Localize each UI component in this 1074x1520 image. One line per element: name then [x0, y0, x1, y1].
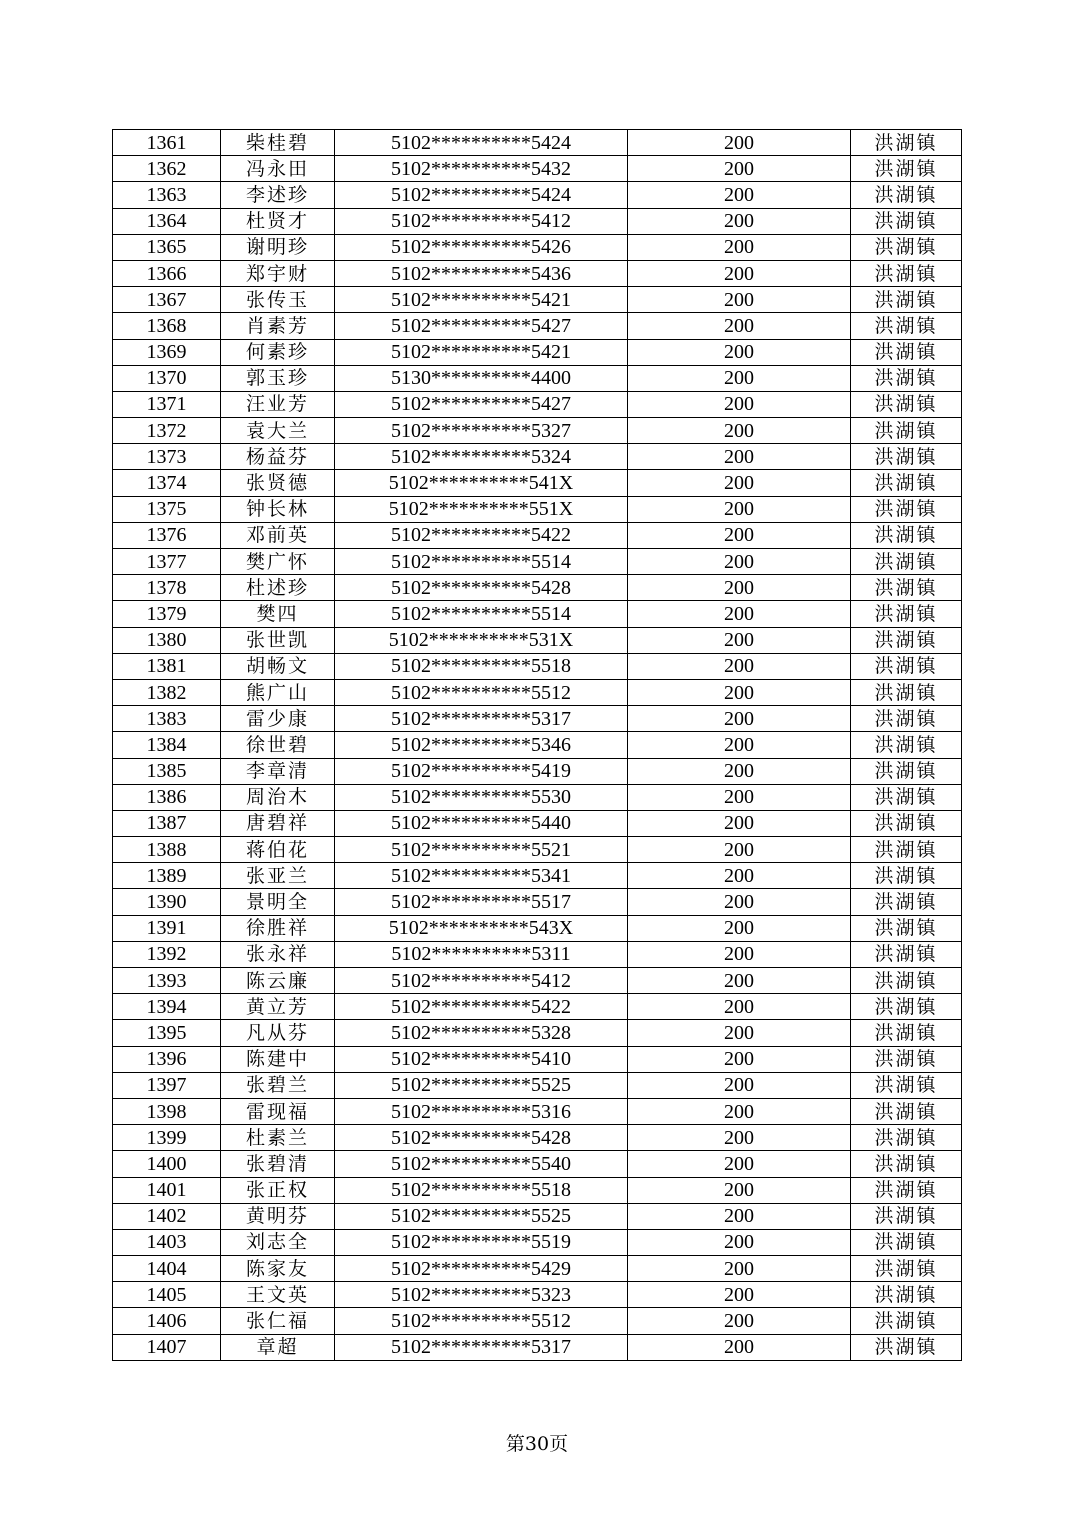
id-number-cell: 5102**********5525	[335, 1203, 628, 1229]
id-number-cell: 5102**********5540	[335, 1151, 628, 1177]
table-row	[113, 889, 962, 915]
table-row	[113, 549, 962, 575]
amount-cell: 200	[628, 1098, 851, 1124]
subsidy-table	[112, 129, 962, 1361]
town-cell: 洪湖镇	[851, 1046, 962, 1072]
id-number-cell: 5102**********5517	[335, 889, 628, 915]
table-row	[113, 994, 962, 1020]
table-row	[113, 968, 962, 994]
row-number-cell: 1368	[113, 313, 221, 339]
amount-cell: 200	[628, 1229, 851, 1255]
table-row	[113, 601, 962, 627]
row-number-cell: 1389	[113, 863, 221, 889]
table-row	[113, 260, 962, 286]
page-number: 第30页	[505, 1433, 569, 1455]
table-row	[113, 575, 962, 601]
id-number-cell: 5102**********551X	[335, 496, 628, 522]
name-cell: 张碧清	[221, 1151, 335, 1177]
name-cell: 钟长林	[221, 496, 335, 522]
id-number-cell: 5102**********5512	[335, 1308, 628, 1334]
amount-cell: 200	[628, 522, 851, 548]
row-number-cell: 1391	[113, 915, 221, 941]
amount-cell: 200	[628, 1151, 851, 1177]
town-cell: 洪湖镇	[851, 156, 962, 182]
amount-cell: 200	[628, 208, 851, 234]
name-cell: 景明全	[221, 889, 335, 915]
name-cell: 周治木	[221, 784, 335, 810]
amount-cell: 200	[628, 1203, 851, 1229]
row-number-cell: 1400	[113, 1151, 221, 1177]
table-row	[113, 339, 962, 365]
town-cell: 洪湖镇	[851, 496, 962, 522]
town-cell: 洪湖镇	[851, 522, 962, 548]
id-number-cell: 5102**********5424	[335, 182, 628, 208]
name-cell: 胡畅文	[221, 653, 335, 679]
table-row	[113, 1020, 962, 1046]
town-cell: 洪湖镇	[851, 1072, 962, 1098]
town-cell: 洪湖镇	[851, 758, 962, 784]
table-row	[113, 653, 962, 679]
name-cell: 樊四	[221, 601, 335, 627]
id-number-cell: 5102**********531X	[335, 627, 628, 653]
row-number-cell: 1397	[113, 1072, 221, 1098]
amount-cell: 200	[628, 994, 851, 1020]
name-cell: 杜贤才	[221, 208, 335, 234]
row-number-cell: 1402	[113, 1203, 221, 1229]
id-number-cell: 5102**********5424	[335, 130, 628, 156]
row-number-cell: 1373	[113, 444, 221, 470]
name-cell: 袁大兰	[221, 418, 335, 444]
amount-cell: 200	[628, 758, 851, 784]
id-number-cell: 5102**********5317	[335, 1334, 628, 1360]
name-cell: 黄立芳	[221, 994, 335, 1020]
amount-cell: 200	[628, 182, 851, 208]
row-number-cell: 1406	[113, 1308, 221, 1334]
town-cell: 洪湖镇	[851, 365, 962, 391]
id-number-cell: 5102**********541X	[335, 470, 628, 496]
table-row	[113, 182, 962, 208]
amount-cell: 200	[628, 1256, 851, 1282]
amount-cell: 200	[628, 365, 851, 391]
id-number-cell: 5102**********5422	[335, 522, 628, 548]
name-cell: 张世凯	[221, 627, 335, 653]
town-cell: 洪湖镇	[851, 391, 962, 417]
id-number-cell: 5102**********5514	[335, 601, 628, 627]
name-cell: 凡从芬	[221, 1020, 335, 1046]
table-row	[113, 130, 962, 156]
row-number-cell: 1378	[113, 575, 221, 601]
name-cell: 张仁福	[221, 1308, 335, 1334]
amount-cell: 200	[628, 287, 851, 313]
id-number-cell: 5102**********5518	[335, 653, 628, 679]
id-number-cell: 5102**********5518	[335, 1177, 628, 1203]
row-number-cell: 1395	[113, 1020, 221, 1046]
table-row	[113, 627, 962, 653]
town-cell: 洪湖镇	[851, 679, 962, 705]
town-cell: 洪湖镇	[851, 601, 962, 627]
id-number-cell: 5102**********5412	[335, 968, 628, 994]
town-cell: 洪湖镇	[851, 182, 962, 208]
town-cell: 洪湖镇	[851, 627, 962, 653]
id-number-cell: 5102**********5519	[335, 1229, 628, 1255]
town-cell: 洪湖镇	[851, 1203, 962, 1229]
row-number-cell: 1366	[113, 260, 221, 286]
name-cell: 张传玉	[221, 287, 335, 313]
amount-cell: 200	[628, 1046, 851, 1072]
amount-cell: 200	[628, 130, 851, 156]
name-cell: 杨益芬	[221, 444, 335, 470]
amount-cell: 200	[628, 968, 851, 994]
town-cell: 洪湖镇	[851, 968, 962, 994]
row-number-cell: 1385	[113, 758, 221, 784]
row-number-cell: 1375	[113, 496, 221, 522]
id-number-cell: 5102**********5328	[335, 1020, 628, 1046]
id-number-cell: 5102**********543X	[335, 915, 628, 941]
id-number-cell: 5102**********5317	[335, 706, 628, 732]
id-number-cell: 5102**********5316	[335, 1098, 628, 1124]
amount-cell: 200	[628, 1177, 851, 1203]
table-row	[113, 784, 962, 810]
town-cell: 洪湖镇	[851, 1256, 962, 1282]
table-row	[113, 1046, 962, 1072]
town-cell: 洪湖镇	[851, 1177, 962, 1203]
row-number-cell: 1404	[113, 1256, 221, 1282]
table-row	[113, 1334, 962, 1360]
name-cell: 冯永田	[221, 156, 335, 182]
town-cell: 洪湖镇	[851, 837, 962, 863]
amount-cell: 200	[628, 706, 851, 732]
amount-cell: 200	[628, 1308, 851, 1334]
table-row	[113, 941, 962, 967]
town-cell: 洪湖镇	[851, 287, 962, 313]
row-number-cell: 1381	[113, 653, 221, 679]
id-number-cell: 5102**********5427	[335, 313, 628, 339]
name-cell: 杜述珍	[221, 575, 335, 601]
row-number-cell: 1374	[113, 470, 221, 496]
name-cell: 刘志全	[221, 1229, 335, 1255]
amount-cell: 200	[628, 339, 851, 365]
name-cell: 徐胜祥	[221, 915, 335, 941]
id-number-cell: 5102**********5421	[335, 287, 628, 313]
table-row	[113, 313, 962, 339]
amount-cell: 200	[628, 156, 851, 182]
id-number-cell: 5102**********5426	[335, 234, 628, 260]
town-cell: 洪湖镇	[851, 549, 962, 575]
row-number-cell: 1372	[113, 418, 221, 444]
table-row	[113, 287, 962, 313]
name-cell: 谢明珍	[221, 234, 335, 260]
town-cell: 洪湖镇	[851, 418, 962, 444]
name-cell: 徐世碧	[221, 732, 335, 758]
amount-cell: 200	[628, 863, 851, 889]
amount-cell: 200	[628, 810, 851, 836]
name-cell: 唐碧祥	[221, 810, 335, 836]
amount-cell: 200	[628, 1282, 851, 1308]
name-cell: 陈云廉	[221, 968, 335, 994]
id-number-cell: 5102**********5412	[335, 208, 628, 234]
town-cell: 洪湖镇	[851, 1334, 962, 1360]
id-number-cell: 5102**********5341	[335, 863, 628, 889]
town-cell: 洪湖镇	[851, 575, 962, 601]
table-row	[113, 810, 962, 836]
name-cell: 何素珍	[221, 339, 335, 365]
row-number-cell: 1379	[113, 601, 221, 627]
amount-cell: 200	[628, 418, 851, 444]
row-number-cell: 1396	[113, 1046, 221, 1072]
row-number-cell: 1393	[113, 968, 221, 994]
name-cell: 张永祥	[221, 941, 335, 967]
id-number-cell: 5102**********5346	[335, 732, 628, 758]
table-row	[113, 732, 962, 758]
amount-cell: 200	[628, 260, 851, 286]
table-row	[113, 837, 962, 863]
row-number-cell: 1370	[113, 365, 221, 391]
table-row	[113, 1072, 962, 1098]
table-row	[113, 1125, 962, 1151]
id-number-cell: 5102**********5421	[335, 339, 628, 365]
row-number-cell: 1390	[113, 889, 221, 915]
table-row	[113, 1282, 962, 1308]
name-cell: 陈家友	[221, 1256, 335, 1282]
town-cell: 洪湖镇	[851, 208, 962, 234]
table-row	[113, 1256, 962, 1282]
name-cell: 杜素兰	[221, 1125, 335, 1151]
id-number-cell: 5102**********5410	[335, 1046, 628, 1072]
table-row	[113, 1098, 962, 1124]
row-number-cell: 1387	[113, 810, 221, 836]
id-number-cell: 5102**********5428	[335, 1125, 628, 1151]
name-cell: 章超	[221, 1334, 335, 1360]
id-number-cell: 5102**********5428	[335, 575, 628, 601]
id-number-cell: 5102**********5530	[335, 784, 628, 810]
amount-cell: 200	[628, 575, 851, 601]
row-number-cell: 1405	[113, 1282, 221, 1308]
amount-cell: 200	[628, 889, 851, 915]
town-cell: 洪湖镇	[851, 1020, 962, 1046]
town-cell: 洪湖镇	[851, 260, 962, 286]
name-cell: 柴桂碧	[221, 130, 335, 156]
town-cell: 洪湖镇	[851, 1282, 962, 1308]
table-row	[113, 1203, 962, 1229]
row-number-cell: 1384	[113, 732, 221, 758]
table-row	[113, 1151, 962, 1177]
name-cell: 雷现福	[221, 1098, 335, 1124]
id-number-cell: 5102**********5440	[335, 810, 628, 836]
table-body	[113, 130, 962, 1361]
name-cell: 郭玉珍	[221, 365, 335, 391]
name-cell: 郑宇财	[221, 260, 335, 286]
name-cell: 蒋伯花	[221, 837, 335, 863]
id-number-cell: 5102**********5432	[335, 156, 628, 182]
name-cell: 张亚兰	[221, 863, 335, 889]
table-row	[113, 496, 962, 522]
town-cell: 洪湖镇	[851, 994, 962, 1020]
id-number-cell: 5102**********5514	[335, 549, 628, 575]
amount-cell: 200	[628, 496, 851, 522]
id-number-cell: 5102**********5521	[335, 837, 628, 863]
table-row	[113, 863, 962, 889]
id-number-cell: 5102**********5429	[335, 1256, 628, 1282]
row-number-cell: 1377	[113, 549, 221, 575]
name-cell: 熊广山	[221, 679, 335, 705]
amount-cell: 200	[628, 653, 851, 679]
id-number-cell: 5102**********5422	[335, 994, 628, 1020]
amount-cell: 200	[628, 470, 851, 496]
name-cell: 王文英	[221, 1282, 335, 1308]
town-cell: 洪湖镇	[851, 234, 962, 260]
town-cell: 洪湖镇	[851, 653, 962, 679]
row-number-cell: 1394	[113, 994, 221, 1020]
table-row	[113, 758, 962, 784]
table-row	[113, 679, 962, 705]
town-cell: 洪湖镇	[851, 889, 962, 915]
amount-cell: 200	[628, 1334, 851, 1360]
amount-cell: 200	[628, 627, 851, 653]
row-number-cell: 1361	[113, 130, 221, 156]
amount-cell: 200	[628, 601, 851, 627]
row-number-cell: 1380	[113, 627, 221, 653]
town-cell: 洪湖镇	[851, 130, 962, 156]
row-number-cell: 1364	[113, 208, 221, 234]
amount-cell: 200	[628, 1072, 851, 1098]
town-cell: 洪湖镇	[851, 313, 962, 339]
name-cell: 汪业芳	[221, 391, 335, 417]
town-cell: 洪湖镇	[851, 1151, 962, 1177]
town-cell: 洪湖镇	[851, 1308, 962, 1334]
name-cell: 陈建中	[221, 1046, 335, 1072]
amount-cell: 200	[628, 549, 851, 575]
amount-cell: 200	[628, 837, 851, 863]
row-number-cell: 1398	[113, 1098, 221, 1124]
table-row	[113, 1308, 962, 1334]
town-cell: 洪湖镇	[851, 470, 962, 496]
name-cell: 李述珍	[221, 182, 335, 208]
name-cell: 雷少康	[221, 706, 335, 732]
town-cell: 洪湖镇	[851, 706, 962, 732]
row-number-cell: 1392	[113, 941, 221, 967]
table-row	[113, 470, 962, 496]
row-number-cell: 1388	[113, 837, 221, 863]
town-cell: 洪湖镇	[851, 1098, 962, 1124]
town-cell: 洪湖镇	[851, 784, 962, 810]
row-number-cell: 1371	[113, 391, 221, 417]
name-cell: 张贤德	[221, 470, 335, 496]
id-number-cell: 5102**********5436	[335, 260, 628, 286]
row-number-cell: 1382	[113, 679, 221, 705]
town-cell: 洪湖镇	[851, 339, 962, 365]
row-number-cell: 1367	[113, 287, 221, 313]
town-cell: 洪湖镇	[851, 1229, 962, 1255]
amount-cell: 200	[628, 391, 851, 417]
table-row	[113, 365, 962, 391]
id-number-cell: 5102**********5427	[335, 391, 628, 417]
row-number-cell: 1399	[113, 1125, 221, 1151]
row-number-cell: 1362	[113, 156, 221, 182]
town-cell: 洪湖镇	[851, 444, 962, 470]
row-number-cell: 1365	[113, 234, 221, 260]
amount-cell: 200	[628, 915, 851, 941]
amount-cell: 200	[628, 679, 851, 705]
table-row	[113, 444, 962, 470]
table-row	[113, 1177, 962, 1203]
row-number-cell: 1363	[113, 182, 221, 208]
table-row	[113, 391, 962, 417]
table-row	[113, 418, 962, 444]
amount-cell: 200	[628, 234, 851, 260]
row-number-cell: 1386	[113, 784, 221, 810]
amount-cell: 200	[628, 1125, 851, 1151]
town-cell: 洪湖镇	[851, 810, 962, 836]
name-cell: 李章清	[221, 758, 335, 784]
id-number-cell: 5102**********5419	[335, 758, 628, 784]
name-cell: 张正权	[221, 1177, 335, 1203]
id-number-cell: 5130**********4400	[335, 365, 628, 391]
name-cell: 黄明芬	[221, 1203, 335, 1229]
amount-cell: 200	[628, 1020, 851, 1046]
table-row	[113, 706, 962, 732]
row-number-cell: 1401	[113, 1177, 221, 1203]
name-cell: 张碧兰	[221, 1072, 335, 1098]
town-cell: 洪湖镇	[851, 941, 962, 967]
town-cell: 洪湖镇	[851, 1125, 962, 1151]
amount-cell: 200	[628, 313, 851, 339]
amount-cell: 200	[628, 784, 851, 810]
id-number-cell: 5102**********5323	[335, 1282, 628, 1308]
row-number-cell: 1369	[113, 339, 221, 365]
name-cell: 肖素芳	[221, 313, 335, 339]
name-cell: 樊广怀	[221, 549, 335, 575]
id-number-cell: 5102**********5512	[335, 679, 628, 705]
amount-cell: 200	[628, 732, 851, 758]
town-cell: 洪湖镇	[851, 915, 962, 941]
town-cell: 洪湖镇	[851, 863, 962, 889]
id-number-cell: 5102**********5311	[335, 941, 628, 967]
table-row	[113, 1229, 962, 1255]
name-cell: 邓前英	[221, 522, 335, 548]
row-number-cell: 1403	[113, 1229, 221, 1255]
id-number-cell: 5102**********5324	[335, 444, 628, 470]
table-row	[113, 208, 962, 234]
table-row	[113, 915, 962, 941]
town-cell: 洪湖镇	[851, 732, 962, 758]
table-row	[113, 522, 962, 548]
amount-cell: 200	[628, 941, 851, 967]
id-number-cell: 5102**********5525	[335, 1072, 628, 1098]
row-number-cell: 1376	[113, 522, 221, 548]
table-row	[113, 234, 962, 260]
row-number-cell: 1407	[113, 1334, 221, 1360]
id-number-cell: 5102**********5327	[335, 418, 628, 444]
table-row	[113, 156, 962, 182]
row-number-cell: 1383	[113, 706, 221, 732]
amount-cell: 200	[628, 444, 851, 470]
